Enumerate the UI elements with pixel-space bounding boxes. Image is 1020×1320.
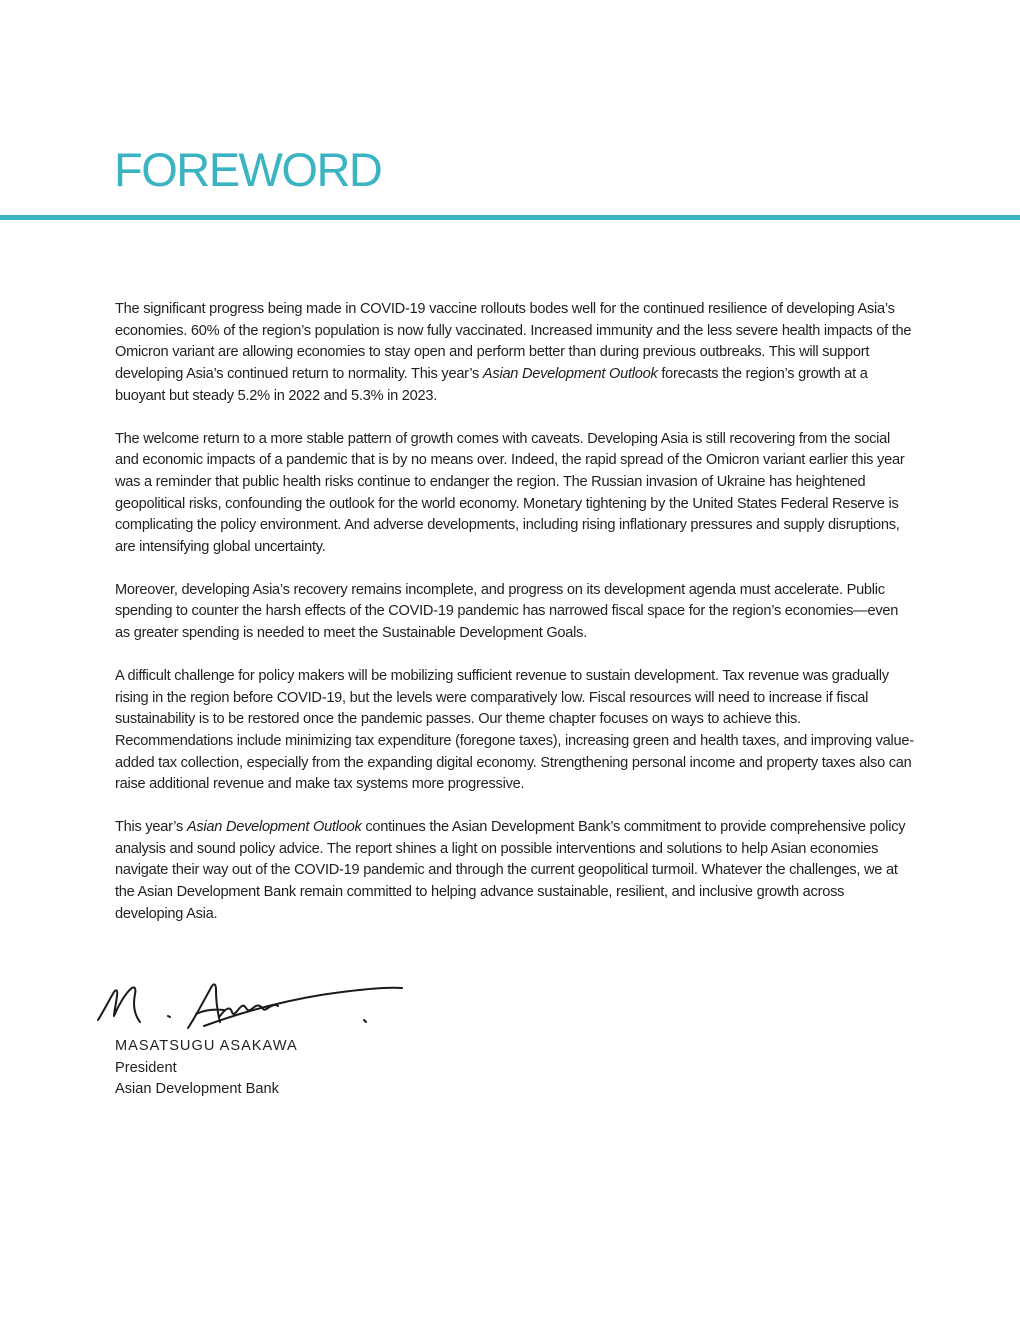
publication-title: Asian Development Outlook: [482, 366, 658, 383]
signatory-name: MASATSUGU ASAKAWA: [115, 1038, 298, 1054]
paragraph-text: The significant progress being made in COVID-19 vaccine rollouts bodes well for the continued resilience of developing Asia’s economies. 60% of the region’s population is now fully vaccinated. Increased immunity and the less severe health impacts of the Omicron variant are allowing economies to stay open and perform better than during previous outbreaks. This will support developing Asia’s continued return to normality. This year’s: [115, 301, 912, 383]
paragraph: [115, 580, 915, 645]
signatory-organization: Asian Development Bank: [115, 1081, 279, 1097]
handwritten-signature: [92, 972, 412, 1034]
paragraph-text: continues the Asian Development Bank’s commitment to provide comprehensive policy analysis and sound policy advice. The report shines a light on possible interventions and solutions to help Asian economies navigate their way out of the COVID-19 pandemic and through the current geopolitical turmoil. Whatever the challenges, we at the Asian Development Bank remain committed to helping advance sustainable, resilient, and inclusive growth across developing Asia.: [115, 819, 906, 922]
title-divider: [0, 215, 1020, 220]
paragraph: [115, 817, 915, 926]
foreword-body: [115, 299, 915, 947]
paragraph: [115, 429, 915, 559]
paragraph-text: Moreover, developing Asia’s recovery remains incomplete, and progress on its development agenda must accelerate. Public spending to counter the harsh effects of the COVID-19 pandemic has narrowed fiscal space for the region’s economies—even as greater spending is needed to meet the Sustainable Development Goals.: [115, 581, 899, 642]
signatory-position: President: [115, 1059, 177, 1076]
paragraph-text: A difficult challenge for policy makers will be mobilizing sufficient revenue to sustain development. Tax revenue was gradually rising in the region before COVID-19, but the levels were comparatively low. Fiscal resources will need to increase if fiscal sustainability is to be restored once the pandemic passes. Our theme chapter focuses on ways to achieve this. Recommendations include minimizing tax expenditure (foregone taxes), increasing green and health taxes, and improving value-added tax collection, especially from the expanding digital economy. Strengthening personal income and property taxes also can raise additional revenue and make tax systems more progressive.: [115, 667, 914, 793]
paragraph-text: The welcome return to a more stable pattern of growth comes with caveats. Developing Asia is still recovering from the social and economic impacts of a pandemic that is by no means over. Indeed, the rapid spread of the Omicron variant earlier this year was a reminder that public health risks continue to endanger the region. The Russian invasion of Ukraine has heightened geopolitical risks, confounding the outlook for the world economy. Monetary tightening by the United States Federal Reserve is complicating the policy environment. And adverse developments, including rising inflationary pressures and supply disruptions, are intensifying global uncertainty.: [115, 430, 905, 556]
paragraph-text: forecasts the region’s growth at a buoyant but steady 5.2% in 2022 and 5.3% in 2023.: [115, 366, 868, 404]
publication-title: Asian Development Outlook: [186, 819, 362, 836]
paragraph: [115, 666, 915, 796]
paragraph: [115, 299, 915, 408]
paragraph-text: This year’s: [115, 819, 187, 836]
signature-block: [115, 1036, 298, 1101]
page-title: FOREWORD: [114, 143, 382, 196]
